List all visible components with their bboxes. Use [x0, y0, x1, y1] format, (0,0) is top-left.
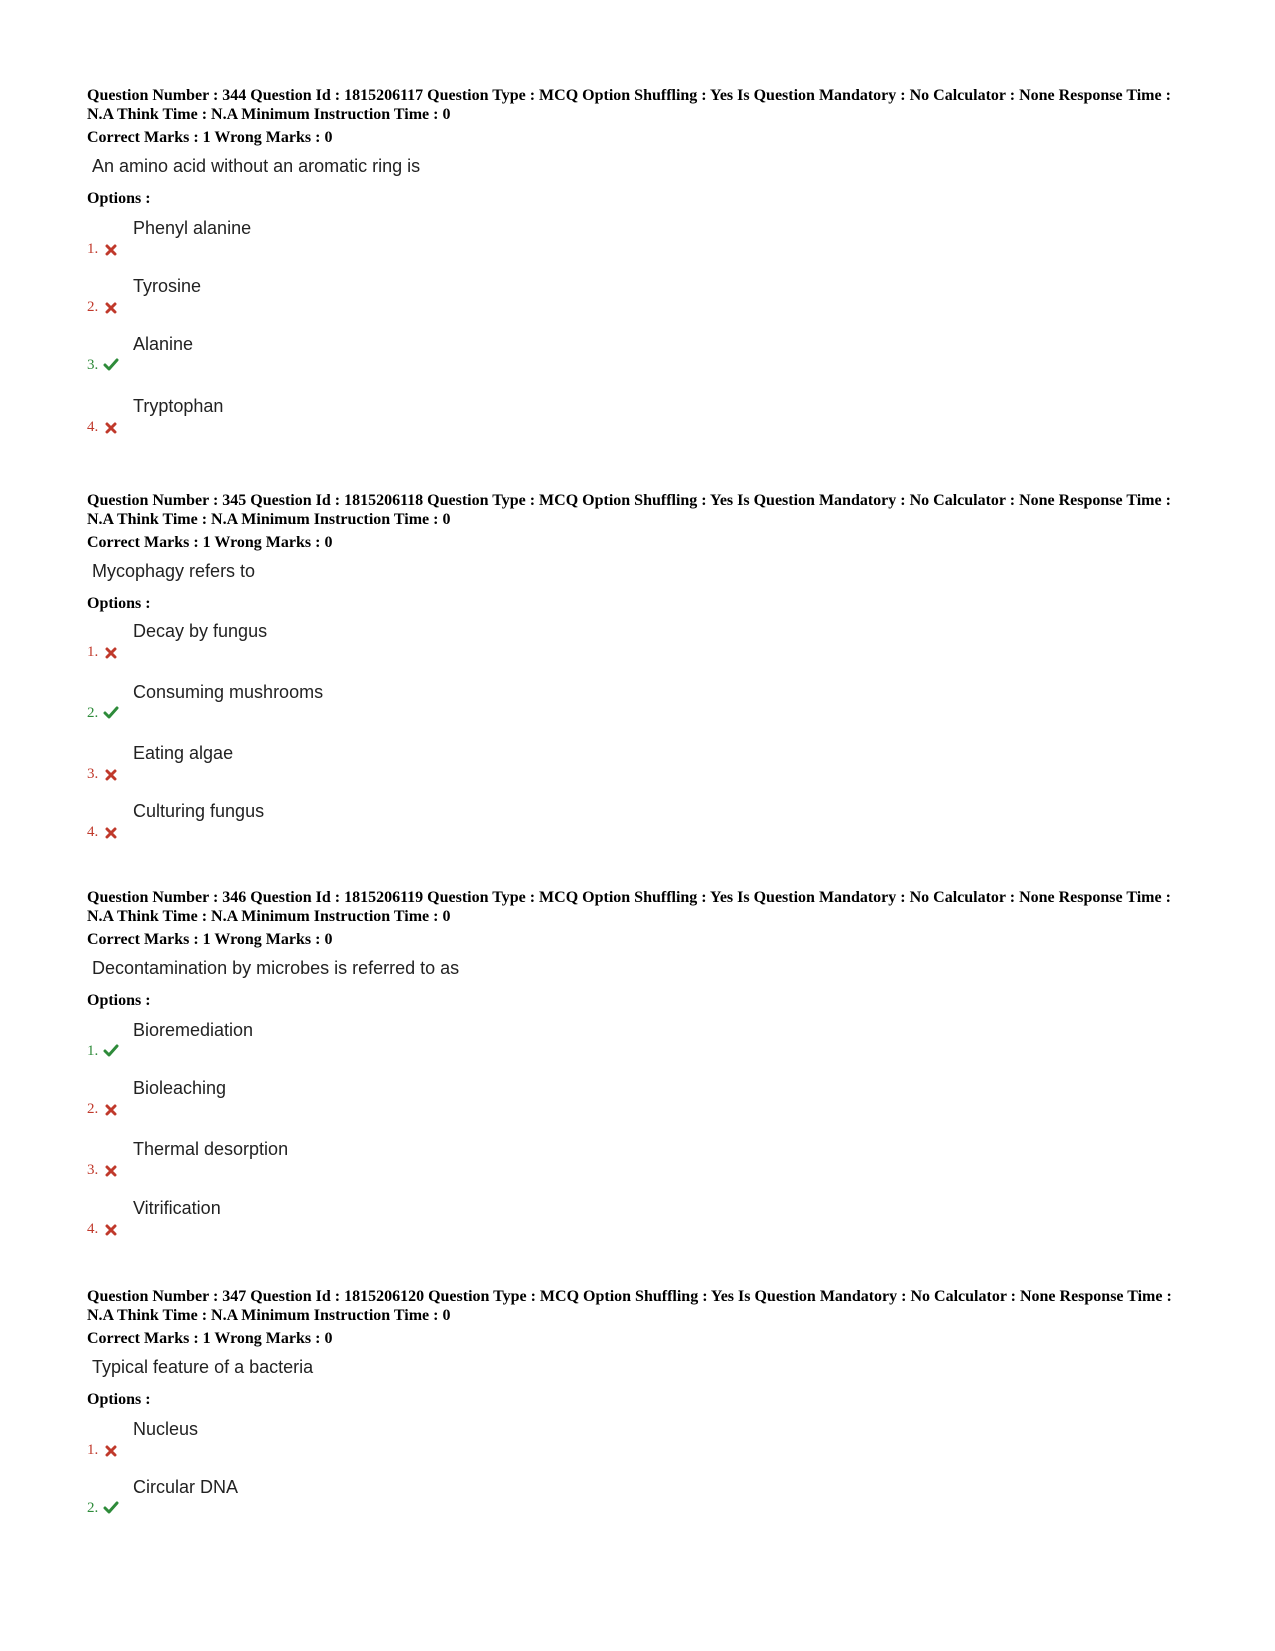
cross-icon [103, 1222, 119, 1236]
option-label: Bioleaching [133, 1078, 227, 1098]
question-text: Decontamination by microbes is referred to as [92, 958, 460, 978]
option-label: Thermal desorption [133, 1139, 289, 1159]
question-block [87, 86, 1197, 435]
options-label: Options : [87, 1391, 151, 1408]
cross-icon [103, 420, 119, 434]
cross-icon [103, 825, 119, 839]
option-label: Culturing fungus [133, 801, 265, 821]
question-meta: Question Number : 346 Question Id : 1815206119 Question Type : MCQ Option Shuffling : Yes Is Question Mandatory : No Calculator : None Response Time : N.A Think Time : N.A Minimum Instruction Time : 0 [87, 889, 1171, 925]
cross-icon [103, 645, 119, 659]
option-item [87, 801, 687, 841]
option-label: Alanine [133, 334, 194, 354]
cross-icon [103, 242, 119, 256]
options-label: Options : [87, 190, 151, 207]
option-number: 4. [87, 824, 99, 840]
option-number: 2. [87, 1101, 99, 1117]
option-label: Phenyl alanine [133, 218, 252, 238]
check-icon [103, 1501, 119, 1515]
option-number: 3. [87, 766, 99, 782]
option-label: Circular DNA [133, 1477, 239, 1497]
option-label: Tyrosine [133, 276, 202, 296]
question-marks: Correct Marks : 1 Wrong Marks : 0 [87, 1330, 333, 1347]
question-text: Typical feature of a bacteria [92, 1357, 314, 1377]
check-icon [103, 358, 119, 372]
option-item [87, 1419, 687, 1459]
option-label: Eating algae [133, 743, 234, 763]
question-marks: Correct Marks : 1 Wrong Marks : 0 [87, 931, 333, 948]
option-number: 3. [87, 1162, 99, 1178]
option-item [87, 276, 687, 316]
option-item [87, 1020, 687, 1060]
option-item [87, 1078, 687, 1118]
option-number: 2. [87, 1500, 99, 1516]
question-meta: Question Number : 344 Question Id : 1815206117 Question Type : MCQ Option Shuffling : Yes Is Question Mandatory : No Calculator : None Response Time : N.A Think Time : N.A Minimum Instruction Time : 0 [87, 87, 1171, 123]
option-label: Decay by fungus [133, 621, 268, 641]
option-item [87, 621, 687, 661]
question-block [87, 491, 1197, 840]
option-number: 1. [87, 241, 99, 257]
option-number: 1. [87, 644, 99, 660]
option-item [87, 334, 687, 374]
question-block [87, 888, 1197, 1237]
option-number: 3. [87, 357, 99, 373]
option-label: Tryptophan [133, 396, 224, 416]
option-number: 4. [87, 419, 99, 435]
options-label: Options : [87, 595, 151, 612]
cross-icon [103, 1102, 119, 1116]
option-number: 1. [87, 1043, 99, 1059]
option-number: 4. [87, 1221, 99, 1237]
question-marks: Correct Marks : 1 Wrong Marks : 0 [87, 129, 333, 146]
option-number: 1. [87, 1442, 99, 1458]
check-icon [103, 706, 119, 720]
options-label: Options : [87, 992, 151, 1009]
question-block [87, 1287, 1197, 1516]
question-text: Mycophagy refers to [92, 561, 256, 581]
question-text: An amino acid without an aromatic ring is [92, 156, 421, 176]
cross-icon [103, 1163, 119, 1177]
question-meta: Question Number : 347 Question Id : 1815206120 Question Type : MCQ Option Shuffling : Yes Is Question Mandatory : No Calculator : None Response Time : N.A Think Time : N.A Minimum Instruction Time : 0 [87, 1288, 1172, 1324]
check-icon [103, 1044, 119, 1058]
cross-icon [103, 1443, 119, 1457]
option-item [87, 396, 687, 436]
option-item [87, 1198, 687, 1238]
option-item [87, 743, 687, 783]
option-item [87, 682, 687, 722]
cross-icon [103, 767, 119, 781]
cross-icon [103, 300, 119, 314]
option-number: 2. [87, 299, 99, 315]
question-meta: Question Number : 345 Question Id : 1815206118 Question Type : MCQ Option Shuffling : Yes Is Question Mandatory : No Calculator : None Response Time : N.A Think Time : N.A Minimum Instruction Time : 0 [87, 492, 1171, 528]
option-item [87, 218, 687, 258]
option-label: Consuming mushrooms [133, 682, 324, 702]
option-item [87, 1139, 687, 1179]
option-item [87, 1477, 687, 1517]
question-marks: Correct Marks : 1 Wrong Marks : 0 [87, 534, 333, 551]
option-label: Nucleus [133, 1419, 199, 1439]
option-number: 2. [87, 705, 99, 721]
option-label: Vitrification [133, 1198, 221, 1218]
option-label: Bioremediation [133, 1020, 254, 1040]
